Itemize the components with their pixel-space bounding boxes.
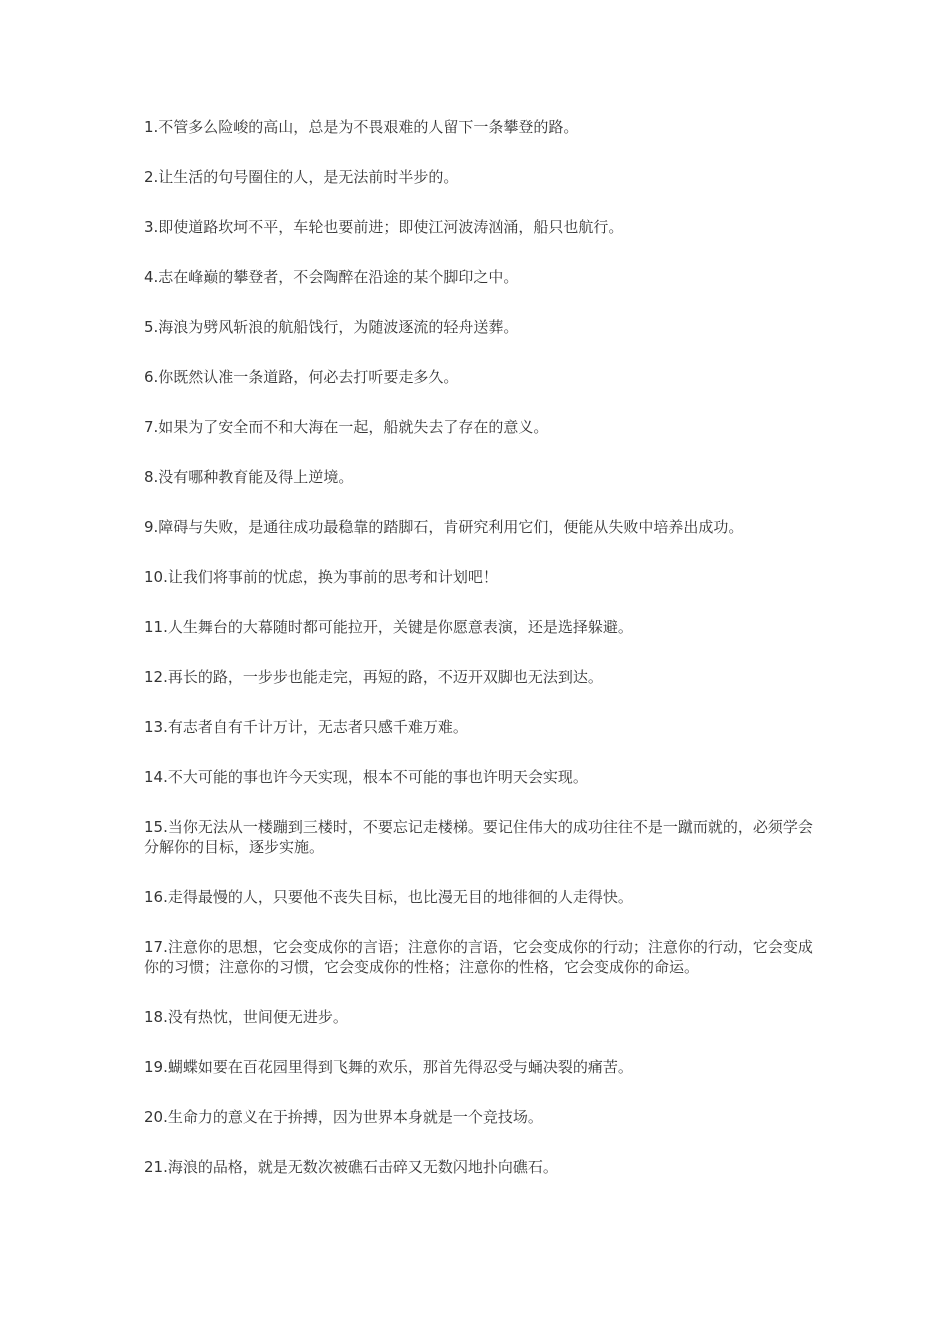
quote-item-6: 6.你既然认准一条道路，何必去打听要走多久。 bbox=[144, 368, 459, 386]
quote-item-8: 8.没有哪种教育能及得上逆境。 bbox=[144, 468, 354, 486]
quote-item-21: 21.海浪的品格，就是无数次被礁石击碎又无数闪地扑向礁石。 bbox=[144, 1158, 558, 1176]
quote-item-1: 1.不管多么险峻的高山，总是为不畏艰难的人留下一条攀登的路。 bbox=[144, 118, 579, 136]
quote-item-12: 12.再长的路，一步步也能走完，再短的路，不迈开双脚也无法到达。 bbox=[144, 668, 603, 686]
quote-item-9: 9.障碍与失败，是通往成功最稳靠的踏脚石，肯研究利用它们，便能从失败中培养出成功。 bbox=[144, 518, 744, 536]
quote-item-15: 15.当你无法从一楼蹦到三楼时，不要忘记走楼梯。要记住伟大的成功往往不是一蹴而就的，必须学会分解你的目标，逐步实施。 bbox=[144, 818, 813, 856]
quote-item-16: 16.走得最慢的人，只要他不丧失目标，也比漫无目的地徘徊的人走得快。 bbox=[144, 888, 633, 906]
quote-item-2: 2.让生活的句号圈住的人，是无法前时半步的。 bbox=[144, 168, 459, 186]
quote-item-18: 18.没有热忱，世间便无进步。 bbox=[144, 1008, 348, 1026]
quote-item-11: 11.人生舞台的大幕随时都可能拉开，关键是你愿意表演，还是选择躲避。 bbox=[144, 618, 633, 636]
quote-item-5: 5.海浪为劈风斩浪的航船饯行，为随波逐流的轻舟送葬。 bbox=[144, 318, 519, 336]
quote-item-3: 3.即使道路坎坷不平，车轮也要前进；即使江河波涛汹涌，船只也航行。 bbox=[144, 218, 624, 236]
quote-list bbox=[144, 117, 816, 1207]
quote-item-4: 4.志在峰巅的攀登者，不会陶醉在沿途的某个脚印之中。 bbox=[144, 268, 519, 286]
quote-item-19: 19.蝴蝶如要在百花园里得到飞舞的欢乐，那首先得忍受与蛹决裂的痛苦。 bbox=[144, 1058, 633, 1076]
quote-item-14: 14.不大可能的事也许今天实现，根本不可能的事也许明天会实现。 bbox=[144, 768, 588, 786]
quote-item-17: 17.注意你的思想，它会变成你的言语；注意你的言语，它会变成你的行动；注意你的行动，它会变成你的习惯；注意你的习惯，它会变成你的性格；注意你的性格，它会变成你的命运。 bbox=[144, 938, 813, 976]
quote-item-20: 20.生命力的意义在于拚搏，因为世界本身就是一个竞技场。 bbox=[144, 1108, 543, 1126]
quote-item-10: 10.让我们将事前的忧虑，换为事前的思考和计划吧！ bbox=[144, 568, 498, 586]
quote-item-13: 13.有志者自有千计万计，无志者只感千难万难。 bbox=[144, 718, 468, 736]
quote-item-7: 7.如果为了安全而不和大海在一起，船就失去了存在的意义。 bbox=[144, 418, 549, 436]
